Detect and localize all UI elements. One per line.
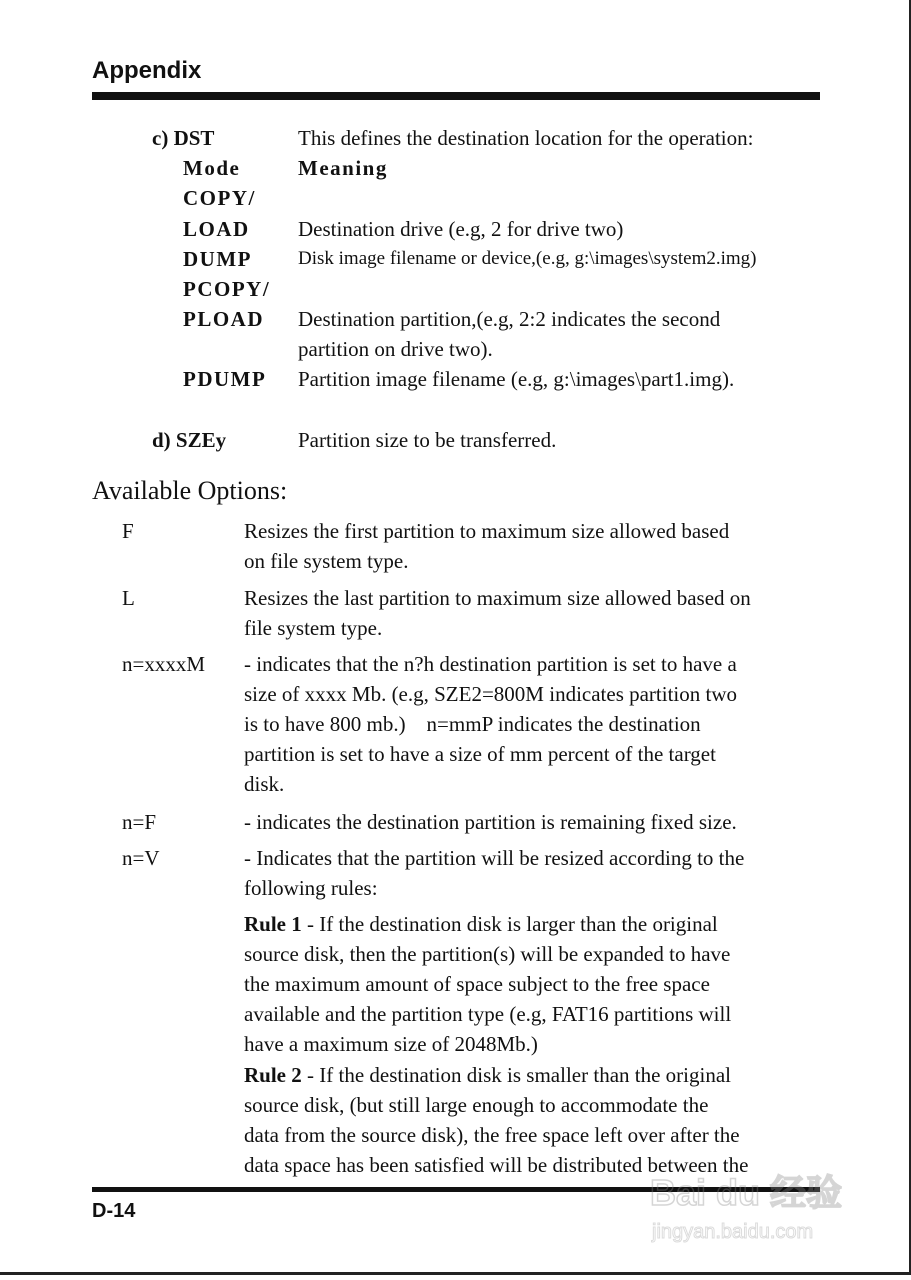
- szey-description: Partition size to be transferred.: [298, 428, 557, 452]
- mode-load: LOAD: [183, 217, 250, 241]
- rule-1-label: Rule 1: [244, 912, 302, 936]
- baidu-watermark: [640, 1160, 870, 1250]
- page-header-title: Appendix: [92, 57, 202, 84]
- option-f-key: F: [122, 519, 134, 543]
- watermark-brand: Bai du 经验: [650, 1172, 843, 1213]
- pdump-meaning: Partition image filename (e.g, g:\images\part1.img).: [298, 367, 735, 391]
- watermark-url: jingyan.baidu.com: [652, 1221, 814, 1243]
- mode-dump: DUMP: [183, 247, 252, 271]
- dump-meaning: Disk image filename or device,(e.g, g:\images\system2.img): [298, 248, 757, 269]
- rule-1-line-1: [244, 909, 718, 939]
- szey-label: d) SZEy: [152, 428, 227, 452]
- rule-1-line-2: source disk, then the partition(s) will be expanded to have: [244, 942, 731, 966]
- dst-label: c) DST: [152, 126, 215, 150]
- option-nxxxxm-desc-2: size of xxxx Mb. (e.g, SZE2=800M indicates partition two: [244, 682, 738, 706]
- dst-intro: This defines the destination location for the operation:: [298, 126, 754, 150]
- mode-column-header: Mode: [183, 156, 241, 180]
- rule-2-text: - If the destination disk is smaller than the original: [301, 1063, 731, 1087]
- rule-2-line-3: data from the source disk), the free space left over after the: [244, 1123, 740, 1147]
- option-nxxxxm-desc-4: partition is set to have a size of mm percent of the target: [244, 742, 716, 766]
- pload-meaning-line-1: Destination partition,(e.g, 2:2 indicates the second: [298, 307, 721, 331]
- option-nv-desc-1: - Indicates that the partition will be resized according to the: [244, 846, 745, 870]
- rule-1-line-5: have a maximum size of 2048Mb.): [244, 1032, 538, 1056]
- option-nf-desc: - indicates the destination partition is remaining fixed size.: [244, 810, 737, 834]
- option-f-desc-2: on file system type.: [244, 549, 409, 573]
- option-nxxxxm-desc-1: - indicates that the n?h destination partition is set to have a: [244, 652, 737, 676]
- option-l-key: L: [122, 586, 135, 610]
- rule-2-line-4: data space has been satisfied will be distributed between the: [244, 1153, 749, 1177]
- option-nv-key: n=V: [122, 846, 160, 870]
- rule-2-line-1: [244, 1060, 731, 1090]
- option-nxxxxm-key: n=xxxxM: [122, 652, 206, 676]
- option-f-desc-1: Resizes the first partition to maximum size allowed based: [244, 519, 730, 543]
- option-l-desc-1: Resizes the last partition to maximum size allowed based on: [244, 586, 751, 610]
- pload-meaning-line-2: partition on drive two).: [298, 337, 493, 361]
- rule-1-line-3: the maximum amount of space subject to the free space: [244, 972, 710, 996]
- mode-pcopy: PCOPY/: [183, 277, 271, 301]
- option-nxxxxm-desc-3: is to have 800 mb.) n=mmP indicates the destination: [244, 712, 701, 736]
- option-nv-desc-2: following rules:: [244, 876, 378, 900]
- rule-2-line-2: source disk, (but still large enough to accommodate the: [244, 1093, 709, 1117]
- available-options-heading: Available Options:: [92, 476, 288, 505]
- mode-pdump: PDUMP: [183, 367, 267, 391]
- load-meaning: Destination drive (e.g, 2 for drive two): [298, 217, 624, 241]
- rule-1-line-4: available and the partition type (e.g, FAT16 partitions will: [244, 1002, 732, 1026]
- option-l-desc-2: file system type.: [244, 616, 383, 640]
- page-number: D-14: [92, 1200, 136, 1222]
- rule-2-label: Rule 2: [244, 1063, 302, 1087]
- mode-copy: COPY/: [183, 186, 256, 210]
- header-rule: [92, 92, 820, 100]
- mode-pload: PLOAD: [183, 307, 264, 331]
- option-nxxxxm-desc-5: disk.: [244, 772, 285, 796]
- rule-1-text: - If the destination disk is larger than the original: [301, 912, 718, 936]
- option-nf-key: n=F: [122, 810, 157, 834]
- meaning-column-header: Meaning: [298, 156, 388, 180]
